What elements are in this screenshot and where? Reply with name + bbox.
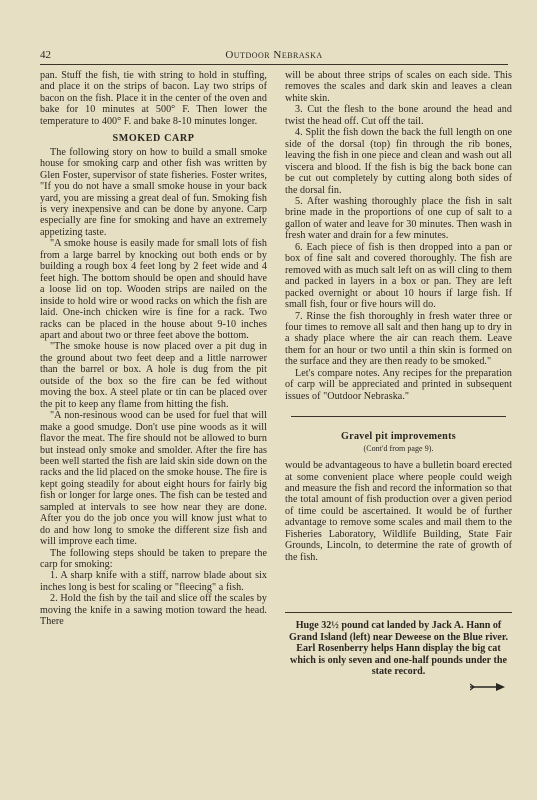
paragraph: Let's compare notes. Any recipes for the preparation of carp will be appreciated and printed in subsequent issues of "Outdoor Nebraska." bbox=[285, 367, 512, 402]
paragraph: The following steps should be taken to prepare the carp for smoking: bbox=[40, 547, 267, 571]
paragraph: 6. Each piece of fish is then dropped into a pan or box of fine salt and covered thoroughly. The fish are removed with as much salt left on as will cling to them and packed in layers in a box or pan. They are left packed overnight or about 10 hours if large fish. If small fish, four or five hours will do. bbox=[285, 241, 512, 311]
header-rule bbox=[40, 64, 508, 65]
intro-paragraph: pan. Stuff the fish, tie with string to hold in stuffing, and place it on the strips of bacon. Lay two strips of bacon on the fish. Place it in the center of the oven and bake for 10 minutes at 500° F. Then lower the temperature to 400° F. and bake 8-10 minutes longer. bbox=[40, 70, 267, 127]
paragraph: 4. Split the fish down the back the full length on one side of the dorsal (top) fin through the rib bones, leaving the fish in one piece and clean and wash out all viscera and blood. If the fish is big the back bone can be cut out completely by cutting along both sides of the dorsal fin. bbox=[285, 127, 512, 196]
paragraph: will be about three strips of scales on each side. This removes the scales and dark skin and leaves a clean white skin. bbox=[285, 70, 512, 104]
paragraph: 2. Hold the fish by the tail and slice off the scales by moving the knife in a sawing motion toward the head. There bbox=[40, 593, 267, 628]
paragraph: 7. Rinse the fish thoroughly in fresh water three or four times to remove all salt and then hang up to dry in a shady place where the air can reach them. Leave them for an hour or two until a thin skin is formed on the surface and they are then ready to be smoked." bbox=[285, 310, 512, 368]
paragraph: 1. A sharp knife with a stiff, narrow blade about six inches long is best for scaling or "fleecing" a fish. bbox=[40, 570, 267, 593]
page-number: 42 bbox=[40, 49, 51, 61]
paragraph: The following story on how to build a small smoke house for smoking carp and other fish was written by Glen Foster, supervisor of state fisheries. Foster writes, "If you do not have a small smoke house in your back yard, you are missing a great deal of fun. Smoking fish is very inexpensive and can be done by anyone. Carp especially are fine for smoking and have an extremely appetizing taste. bbox=[40, 146, 267, 238]
caption-rule bbox=[285, 612, 512, 613]
right-arrow-icon bbox=[470, 682, 506, 692]
right-column bbox=[285, 70, 512, 563]
paragraph: "A smoke house is easily made for small lots of fish from a large barrel by knocking out both ends or by building a rough box 4 feet long by 2 feet wide and 4 feet high. The bottom should be open and should have a loose lid on top. Wooden strips are nailed on the inside to hold wire or wood racks on which the fish are laid. One-inch chicken wire is fine for a rack. Two racks can be placed in the house about 9-10 inches apart and about two or three feet above the bottom. bbox=[40, 238, 267, 341]
paragraph: "The smoke house is now placed over a pit dug in the ground about two feet deep and a little narrower than the barrel or box. A hole is dug from the pit outside of the box so the fire can be fed without moving the box. A steel plate or tin can be placed over the pit to keep any flame from hitting the fish. bbox=[40, 341, 267, 410]
paragraph: 3. Cut the flesh to the bone around the head and twist the head off. Cut off the tail. bbox=[285, 104, 512, 127]
left-column bbox=[40, 70, 267, 628]
photo-caption-box bbox=[285, 612, 512, 678]
continued-note: (Cont'd from page 9). bbox=[363, 443, 434, 453]
section-divider bbox=[291, 416, 506, 417]
running-title: Outdoor Nebraska bbox=[225, 49, 323, 61]
section-heading-smoked-carp: SMOKED CARP bbox=[112, 133, 195, 145]
subheading-gravel-pit: Gravel pit improvements bbox=[341, 431, 456, 443]
photo-caption: Huge 32½ pound cat landed by Jack A. Hann of Grand Island (left) near Deweese on the Blue river. Earl Rosenberry helps Hann display the big cat which is only seven and one-half pounds under the state record. bbox=[289, 620, 508, 678]
paragraph: "A non-resinous wood can be used for fuel that will make a good smudge. Don't use pine woods as it will flavor the meat. The fire should not be allowed to burn but instead only smoke and smolder. After the fire has been well started the fish are laid skin side down on the racks and the lid placed on the smoke house. The fire is kept going steadily for about eight hours for fairly big fish or longer for large ones. The fish can be tested and sampled at intervals to see how near they are done. After you do the job once you will know just what to do and how long to smoke the different size fish and will improve each time. bbox=[40, 410, 267, 548]
page-header bbox=[40, 49, 508, 63]
continued-paragraph: would be advantageous to have a bulletin board erected at some convenient place where people could weigh and measure the fish and record the information so that the total amount of fish production over a given period of time could be ascertained. It would be of further advantage to remove some scales and mail them to the Fisheries Laboratory, Wildlife Building, State Fair Grounds, Lincoln, to determine the rate of growth of the fish. bbox=[285, 460, 512, 563]
paragraph: 5. After washing thoroughly place the fish in salt brine made in the proportions of one cup of salt to a gallon of water and leave for 30 minutes. Then wash in fresh water and drain for a few minutes. bbox=[285, 195, 512, 242]
